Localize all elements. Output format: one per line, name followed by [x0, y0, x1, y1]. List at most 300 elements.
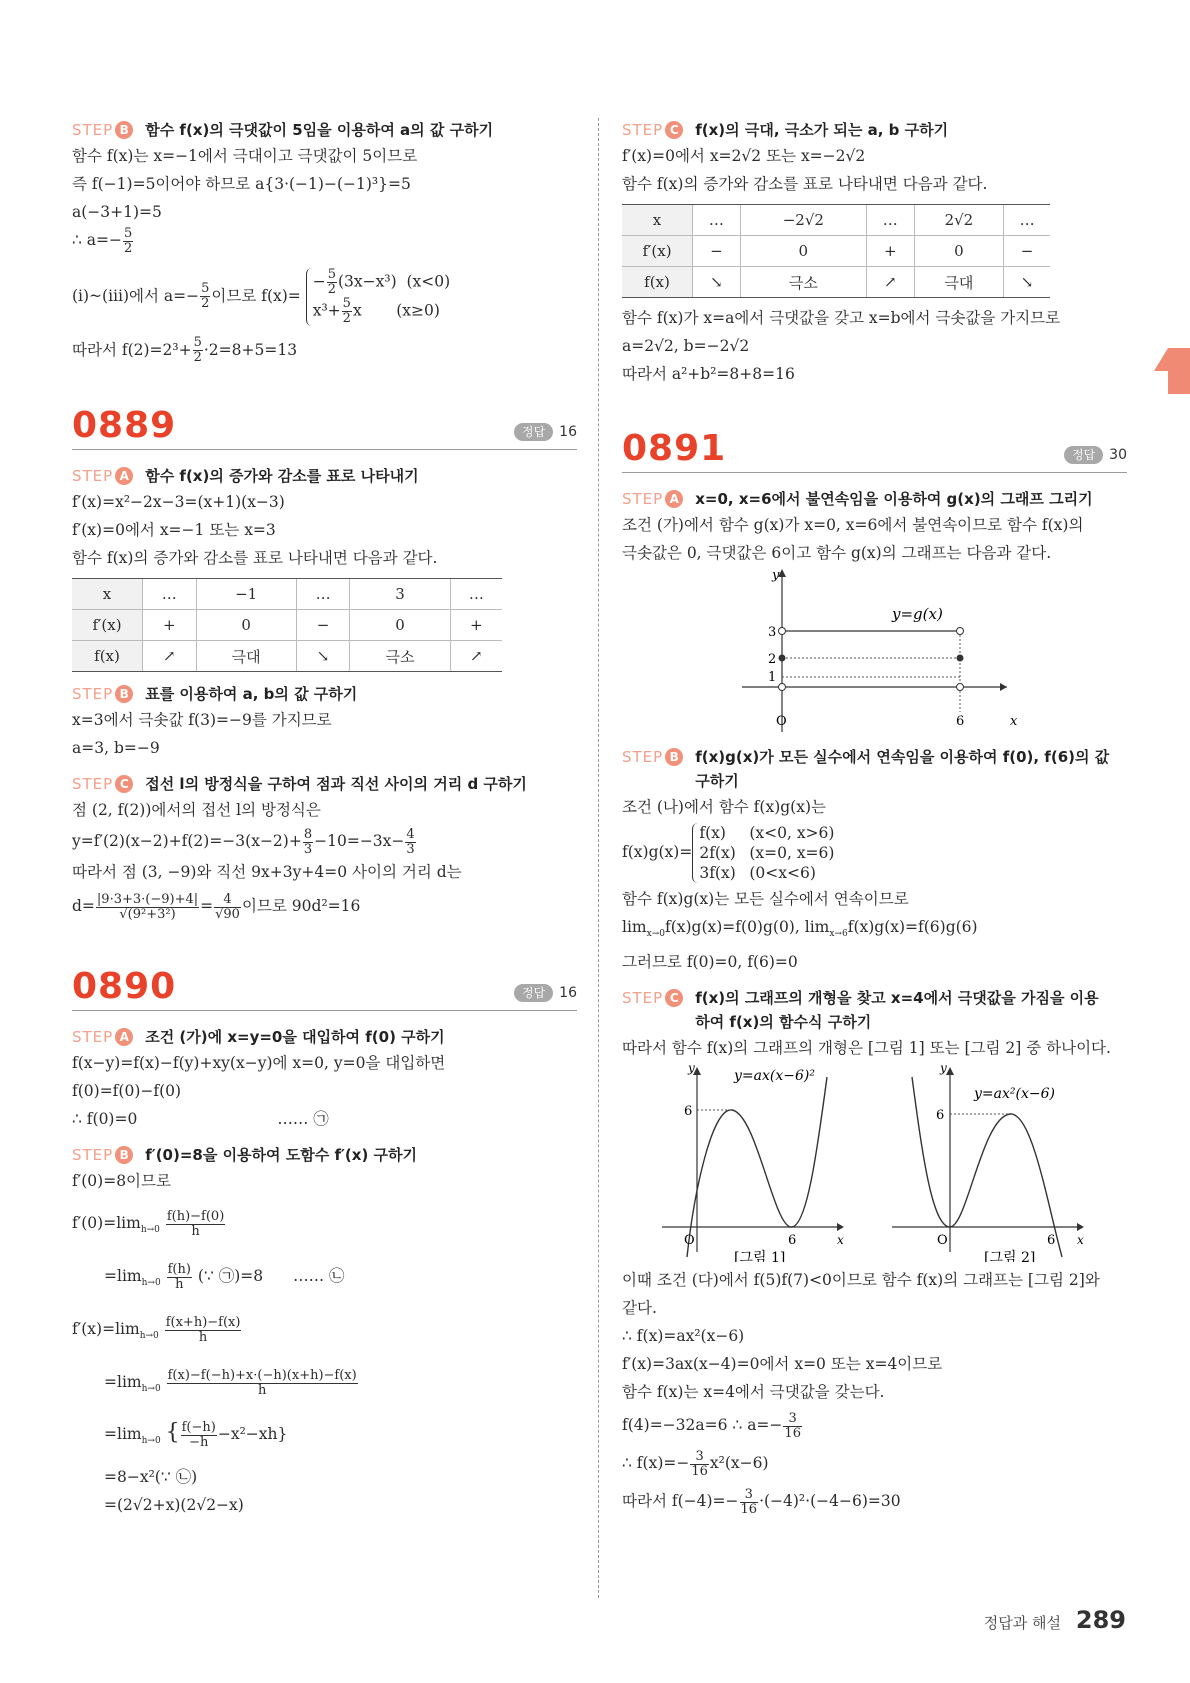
problem-header-0890	[72, 966, 577, 1011]
text-line: a=3, b=−9	[72, 739, 160, 757]
step-header	[72, 682, 577, 706]
text-line: f′(x)=0에서 x=2√2 또는 x=−2√2	[622, 147, 866, 165]
step-a-0890	[72, 1025, 577, 1133]
derivative-line: $=\lim_{h\to 0}$ { $\frac{f(-h)}{-h}$ −x²−xh}	[104, 1419, 288, 1450]
table-cell: f′(x)	[622, 236, 693, 267]
table-cell: ↗	[143, 641, 197, 672]
denominator: 3	[303, 841, 313, 857]
text-line	[72, 1105, 577, 1133]
fig2-x-arrow	[1077, 1223, 1084, 1231]
table-cell: …	[143, 579, 197, 610]
piecewise-brace	[306, 268, 450, 326]
table-row	[72, 579, 502, 610]
table-cell: f(x)	[622, 267, 693, 298]
step-badge: B	[115, 685, 133, 703]
text: 따라서 f(−4)=−	[622, 1492, 739, 1511]
table-cell: f′(x)	[72, 610, 143, 641]
fraction	[342, 297, 352, 326]
variation-table	[622, 204, 1050, 298]
table-row	[72, 610, 502, 641]
table-cell: 2√2	[914, 205, 1004, 236]
numerator: 3	[740, 1488, 759, 1503]
numerator: 5	[201, 281, 210, 296]
denominator: h	[198, 1329, 208, 1345]
step-label: STEP	[622, 121, 664, 139]
fig1-tick-6x: 6	[788, 1233, 797, 1249]
step-badge: B	[115, 1146, 133, 1164]
text: f′(x)=lim	[72, 1320, 140, 1339]
text: (ⅰ)~(ⅲ)에서 a=−	[72, 286, 200, 305]
text: ∴ f(x)=−	[622, 1454, 690, 1473]
text: −	[312, 272, 326, 290]
numerator: f(h)	[167, 1261, 191, 1277]
text: x	[352, 301, 362, 319]
table-cell: +	[450, 610, 502, 641]
fraction	[165, 1316, 242, 1345]
table-cell: …	[296, 579, 350, 610]
fraction	[214, 893, 241, 922]
graph-g	[622, 567, 1127, 737]
numerator: 5	[327, 266, 336, 282]
table-cell: −	[296, 610, 350, 641]
tick-label: 6	[956, 714, 965, 729]
step-badge: A	[665, 490, 683, 508]
open-point	[957, 628, 964, 635]
text: (3x−x³)	[338, 272, 397, 290]
fraction	[181, 1421, 217, 1450]
piece-row	[699, 823, 834, 843]
denominator: 2	[201, 296, 210, 311]
text: =lim	[104, 1425, 142, 1444]
step-title: f(x)g(x)가 모든 실수에서 연속임을 이용하여 f(0), f(6)의 값	[695, 748, 1110, 766]
table-cell: 0	[740, 236, 866, 267]
table-cell: 극소	[740, 267, 866, 298]
piece-cond: (x=0, x=6)	[749, 844, 835, 862]
page-footer	[984, 1606, 1126, 1634]
step-badge: B	[115, 121, 133, 139]
table-cell: 극대	[196, 641, 296, 672]
step-badge: C	[665, 121, 683, 139]
table-cell: 0	[196, 610, 296, 641]
step-title: 구하기	[695, 772, 739, 790]
text-line: x=3에서 극솟값 f(3)=−9를 가지므로	[72, 711, 332, 729]
table-cell: ↗	[450, 641, 502, 672]
text-line: 따라서 함수 f(x)의 그래프의 개형은 [그림 1] 또는 [그림 2] 중 하나이다.	[622, 1039, 1111, 1058]
answer-tag: 정답	[514, 984, 553, 1002]
text: y=f′(2)(x−2)+f(2)=−3(x−2)+	[72, 832, 302, 850]
step-badge: A	[115, 1028, 133, 1046]
filled-point	[779, 655, 786, 662]
piecewise-line	[622, 823, 1127, 883]
final-line	[622, 1482, 1127, 1520]
text-line: f(0)=f(0)−f(0)	[72, 1082, 182, 1100]
text: =	[200, 897, 214, 915]
fraction	[405, 828, 415, 857]
table-cell: ↘	[1004, 267, 1050, 298]
fx-line	[622, 1444, 1127, 1482]
piecewise-line	[72, 268, 577, 326]
open-point	[957, 684, 964, 691]
text-line: 함수 f(x)가 x=a에서 극댓값을 갖고 x=b에서 극솟값을 가지므로	[622, 309, 1061, 327]
numerator: 8	[303, 826, 313, 842]
text: f(x)g(x)=f(6)g(6)	[847, 918, 978, 936]
fig1-caption: [그림 1]	[734, 1250, 786, 1263]
numerator: f(x)−f(−h)+x·(−h)(x+h)−f(x)	[167, 1367, 357, 1383]
text-line: 그러므로 f(0)=0, f(6)=0	[622, 953, 798, 972]
page-number: 289	[1075, 1606, 1126, 1634]
table-cell: −	[1004, 236, 1050, 267]
fraction	[123, 227, 133, 256]
limit-subscript: x→0	[646, 929, 665, 940]
step-title: 접선 l의 방정식을 구하여 점과 직선 사이의 거리 d 구하기	[145, 775, 527, 793]
fig2-origin: O	[937, 1233, 948, 1249]
text: =lim	[104, 1267, 142, 1286]
text-line: f(x−y)=f(x)−f(y)+xy(x−y)에 x=0, y=0을 대입하면	[72, 1054, 446, 1072]
step-title: 표를 이용하여 a, b의 값 구하기	[145, 685, 358, 703]
text: −x²−xh}	[217, 1425, 288, 1444]
step-b-0889	[72, 682, 577, 762]
step-c-top-right	[622, 118, 1127, 388]
chapter-tab	[1168, 348, 1190, 394]
piece-row	[313, 297, 450, 326]
fig1-x-arrow	[837, 1223, 844, 1231]
fig1-label: y=ax(x−6)²	[734, 1068, 815, 1085]
text: d=	[72, 897, 95, 915]
fig2-x-label: x	[1077, 1233, 1084, 1248]
tick-label: 2	[768, 652, 777, 667]
derivative-line	[72, 1254, 577, 1305]
text-line: 이때 조건 (다)에서 f(5)f(7)<0이므로 함수 f(x)의 그래프는 [그림 2]와	[622, 1271, 1100, 1290]
piece-cond: (0<x<6)	[749, 864, 816, 882]
table-cell: −2√2	[740, 205, 866, 236]
step-title: 조건 (가)에 x=y=0을 대입하여 f(0) 구하기	[145, 1028, 445, 1046]
table-cell: 0	[914, 236, 1004, 267]
fraction	[193, 336, 203, 365]
column-divider	[598, 118, 599, 1598]
step-b-0890	[72, 1143, 577, 1519]
text-line: 따라서 a²+b²=8+8=16	[622, 365, 795, 383]
fig1-curve	[687, 1077, 827, 1257]
numerator: f(h)−f(0)	[166, 1208, 225, 1224]
numerator: |9·3+3·(−9)+4|	[96, 891, 199, 907]
answer-box	[1064, 446, 1127, 464]
piece-expr: 3f(x)	[699, 864, 736, 882]
table-cell: f(x)	[72, 641, 143, 672]
text-line: f′(0)=8이므로	[72, 1172, 171, 1190]
problem-header-0891	[622, 428, 1127, 473]
step-badge: B	[665, 748, 683, 766]
tick-label: 3	[768, 625, 777, 640]
text-line: f′(x)=0에서 x=−1 또는 x=3	[72, 521, 276, 539]
text: f(4)=−32a=6 ∴ a=−	[622, 1416, 783, 1435]
denominator: √(9²+3²)	[119, 906, 176, 922]
table-cell: 0	[350, 610, 450, 641]
step-badge: C	[665, 989, 683, 1007]
text-line: f′(x)=x²−2x−3=(x+1)(x−3)	[72, 493, 285, 511]
fraction	[783, 1412, 802, 1441]
answer-tag: 정답	[514, 423, 553, 441]
step-header	[72, 1143, 577, 1167]
numerator: 3	[783, 1412, 802, 1427]
fig2-label: y=ax²(x−6)	[974, 1086, 1055, 1103]
fig2-caption: [그림 2]	[984, 1250, 1036, 1263]
step-a-0891	[622, 487, 1127, 741]
origin-label: O	[776, 714, 787, 729]
graph-label: y=g(x)	[892, 605, 943, 623]
text: ·2=8+5=13	[203, 340, 298, 359]
denominator: h	[175, 1276, 184, 1292]
step-c-0889	[72, 772, 577, 926]
equation-mark: …… ㉡	[293, 1267, 345, 1286]
text-line: a(−3+1)=5	[72, 203, 162, 221]
text: f′(0)=lim	[72, 1214, 141, 1232]
text-line: 함수 f(x)의 증가와 감소를 표로 나타내면 다음과 같다.	[72, 549, 438, 567]
table-cell: +	[143, 610, 197, 641]
text: (∵ ㉠)=8	[197, 1267, 264, 1286]
filled-point	[957, 655, 964, 662]
step-title: f(x)의 그래프의 개형을 찾고 x=4에서 극댓값을 가짐을 이용	[695, 989, 1099, 1008]
text-line: ∴ f(x)=ax²(x−6)	[622, 1327, 745, 1346]
denominator: h	[257, 1382, 267, 1398]
problem-number: 0891	[622, 428, 727, 469]
piecewise-brace	[692, 823, 834, 883]
fig1-y-label: y	[688, 1062, 695, 1076]
step-header	[72, 772, 577, 796]
table-cell: ↘	[296, 641, 350, 672]
fig2-y-arrow	[946, 1067, 954, 1075]
step-header	[72, 464, 577, 488]
problem-number: 0889	[72, 405, 177, 446]
table-cell: …	[450, 579, 502, 610]
text: =lim	[104, 1373, 142, 1392]
condition: (x≥0)	[396, 301, 440, 319]
numerator: 5	[124, 225, 133, 241]
numerator: 4	[406, 826, 415, 842]
step-label: STEP	[72, 121, 114, 139]
step-label: STEP	[72, 1146, 114, 1164]
fraction	[96, 893, 199, 922]
step-b-top-left	[72, 118, 577, 365]
a-result-line	[72, 226, 577, 256]
limit-subscript: h→0	[141, 1278, 161, 1289]
fraction	[740, 1488, 759, 1517]
denominator: 16	[784, 1425, 801, 1441]
step-title: f(x)의 극대, 극소가 되는 a, b 구하기	[695, 121, 949, 139]
denominator: 16	[740, 1501, 758, 1517]
derivative-line	[72, 1199, 577, 1254]
table-cell: 3	[350, 579, 450, 610]
open-point	[779, 684, 786, 691]
step-label: STEP	[72, 467, 114, 485]
problem-header-0889	[72, 405, 577, 450]
text: lim	[804, 918, 830, 936]
table-cell: x	[72, 579, 143, 610]
step-b-0891	[622, 745, 1127, 976]
fig2-tick-6x: 6	[1047, 1233, 1056, 1249]
denominator: 2	[327, 281, 336, 297]
final-line	[72, 336, 577, 366]
limit-subscript: x→6	[829, 929, 848, 940]
text: x²(x−6)	[709, 1454, 769, 1473]
table-cell: ↘	[693, 267, 741, 298]
table-cell: x	[622, 205, 693, 236]
text-line: =8−x²(∵ ㉡)	[104, 1468, 198, 1487]
step-label: STEP	[72, 685, 114, 703]
table-row	[622, 267, 1050, 298]
step-badge: C	[115, 775, 133, 793]
piece-expr: f(x)	[699, 824, 726, 842]
tangent-equation	[72, 824, 577, 858]
text-line: 함수 f(x)는 x=−1에서 극대이고 극댓값이 5이므로	[72, 147, 418, 165]
text: x³+	[312, 301, 341, 319]
piece-cond: (x<0, x>6)	[749, 824, 835, 842]
text-line: a=2√2, b=−2√2	[622, 337, 750, 355]
numerator: f(−h)	[181, 1419, 216, 1435]
table-cell: …	[866, 205, 914, 236]
step-label: STEP	[622, 748, 664, 766]
problem-number: 0890	[72, 966, 177, 1007]
denominator: h	[191, 1223, 200, 1239]
numerator: 5	[342, 295, 351, 311]
condition: (x<0)	[406, 272, 451, 290]
text-line: =(2√2+x)(2√2−x)	[104, 1496, 244, 1515]
fraction	[690, 1450, 709, 1479]
step-title: 함수 f(x)의 극댓값이 5임을 이용하여 a의 값 구하기	[145, 121, 494, 139]
limit-subscript: h→0	[139, 1331, 159, 1342]
denominator: 16	[691, 1463, 708, 1479]
fig1-tick-6y: 6	[684, 1104, 693, 1120]
step-label: STEP	[72, 775, 114, 793]
left-column	[72, 118, 577, 1519]
answer-value: 30	[1109, 447, 1127, 463]
text-line: 즉 f(−1)=5이어야 하므로 a{3·(−1)−(−1)³}=5	[72, 175, 411, 193]
numerator: 3	[690, 1450, 709, 1465]
table-cell: …	[693, 205, 741, 236]
text: 이므로 90d²=16	[241, 897, 361, 915]
table-cell: −1	[196, 579, 296, 610]
denominator: 3	[406, 841, 415, 857]
limit-subscript: h→0	[141, 1436, 161, 1447]
text-line: 함수 f(x)g(x)는 모든 실수에서 연속이므로	[622, 890, 909, 908]
a-value-line	[622, 1406, 1127, 1444]
y-axis-label: y	[772, 568, 780, 583]
step-header	[622, 986, 1127, 1034]
denominator: 2	[342, 310, 351, 326]
text: 이므로 f(x)=	[211, 286, 301, 305]
step-badge: A	[115, 467, 133, 485]
fraction	[303, 828, 313, 857]
footer-label: 정답과 해설	[983, 1614, 1061, 1632]
denominator: √90	[215, 906, 240, 922]
step-title: x=0, x=6에서 불연속임을 이용하여 g(x)의 그래프 그리기	[695, 490, 1093, 508]
text-line: 함수 f(x)는 x=4에서 극댓값을 갖는다.	[622, 1383, 885, 1402]
text-line: 극솟값은 0, 극댓값은 6이고 함수 g(x)의 그래프는 다음과 같다.	[622, 544, 1052, 562]
fraction	[167, 1263, 192, 1292]
text: ∴ f(0)=0	[72, 1110, 138, 1128]
step-label: STEP	[622, 989, 664, 1008]
limit-line	[622, 913, 1127, 948]
step-title: 하여 f(x)의 함수식 구하기	[695, 1013, 872, 1032]
answer-tag: 정답	[1064, 446, 1103, 464]
tick-label: 1	[768, 670, 777, 685]
piece-row	[699, 863, 834, 883]
text-line: 따라서 점 (3, −9)와 직선 9x+3y+4=0 사이의 거리 d는	[72, 863, 462, 881]
text: −10=−3x−	[314, 832, 405, 850]
distance-line	[72, 886, 577, 926]
fig2-tick-6y: 6	[936, 1108, 945, 1124]
step-label: STEP	[622, 490, 664, 508]
text: 따라서 f(2)=2³+	[72, 340, 192, 359]
table-cell: +	[866, 236, 914, 267]
limit-subscript: h→0	[140, 1225, 160, 1236]
table-cell: 극소	[350, 641, 450, 672]
step-header	[622, 745, 1127, 793]
text: f(x)g(x)=f(0)g(0),	[664, 918, 800, 936]
fig1-x-label: x	[837, 1233, 844, 1248]
text-line: 점 (2, f(2))에서의 접선 l의 방정식은	[72, 801, 321, 819]
figures-1-2	[622, 1062, 1127, 1262]
text: ·(−4)²·(−4−6)=30	[759, 1492, 901, 1511]
fraction	[327, 268, 337, 297]
step-title: f′(0)=8을 이용하여 도함수 f′(x) 구하기	[145, 1146, 417, 1164]
text-line: 조건 (가)에서 함수 g(x)가 x=0, x=6에서 불연속이므로 함수 f(x)의	[622, 516, 1084, 534]
step-header	[622, 487, 1127, 511]
right-column	[622, 118, 1127, 1520]
text-line: 같다.	[622, 1299, 657, 1318]
text: ∴ a=−	[72, 231, 123, 249]
answer-value: 16	[559, 424, 577, 440]
open-point	[779, 628, 786, 635]
step-title: 함수 f(x)의 증가와 감소를 표로 나타내기	[145, 467, 419, 485]
x-axis-label: x	[1010, 714, 1018, 729]
answer-box	[514, 984, 577, 1002]
denominator: −h	[189, 1434, 209, 1450]
text-line: 조건 (나)에서 함수 f(x)g(x)는	[622, 798, 826, 816]
denominator: 2	[193, 350, 202, 365]
table-row	[622, 236, 1050, 267]
step-header	[622, 118, 1127, 142]
numerator: f(x+h)−f(x)	[165, 1314, 241, 1330]
table-row	[622, 205, 1050, 236]
piece-expr: 2f(x)	[699, 844, 736, 862]
x-axis-arrow	[1000, 683, 1007, 691]
text: lim	[622, 918, 647, 936]
derivative-line	[72, 1305, 577, 1360]
piece-row	[699, 843, 834, 863]
table-cell: 극대	[914, 267, 1004, 298]
fig2-y-label: y	[940, 1062, 947, 1076]
fraction	[166, 1210, 225, 1239]
fraction	[167, 1369, 358, 1398]
fig1-origin: O	[684, 1233, 695, 1249]
denominator: 2	[124, 240, 133, 256]
table-cell: ↗	[866, 267, 914, 298]
limit-subscript: h→0	[141, 1384, 161, 1395]
step-c-0891	[622, 986, 1127, 1520]
fraction	[200, 282, 210, 311]
step-label: STEP	[72, 1028, 114, 1046]
numerator: 5	[193, 335, 202, 350]
numerator: 4	[214, 893, 241, 908]
fig2-curve	[912, 1077, 1062, 1257]
equation-mark: …… ㉠	[277, 1110, 329, 1128]
text: f(x)g(x)=	[622, 843, 693, 861]
table-cell: …	[1004, 205, 1050, 236]
text-line: 함수 f(x)의 증가와 감소를 표로 나타내면 다음과 같다.	[622, 175, 988, 193]
answer-box	[514, 423, 577, 441]
derivative-line	[72, 1360, 577, 1411]
text-line: f′(x)=3ax(x−4)=0에서 x=0 또는 x=4이므로	[622, 1355, 943, 1374]
